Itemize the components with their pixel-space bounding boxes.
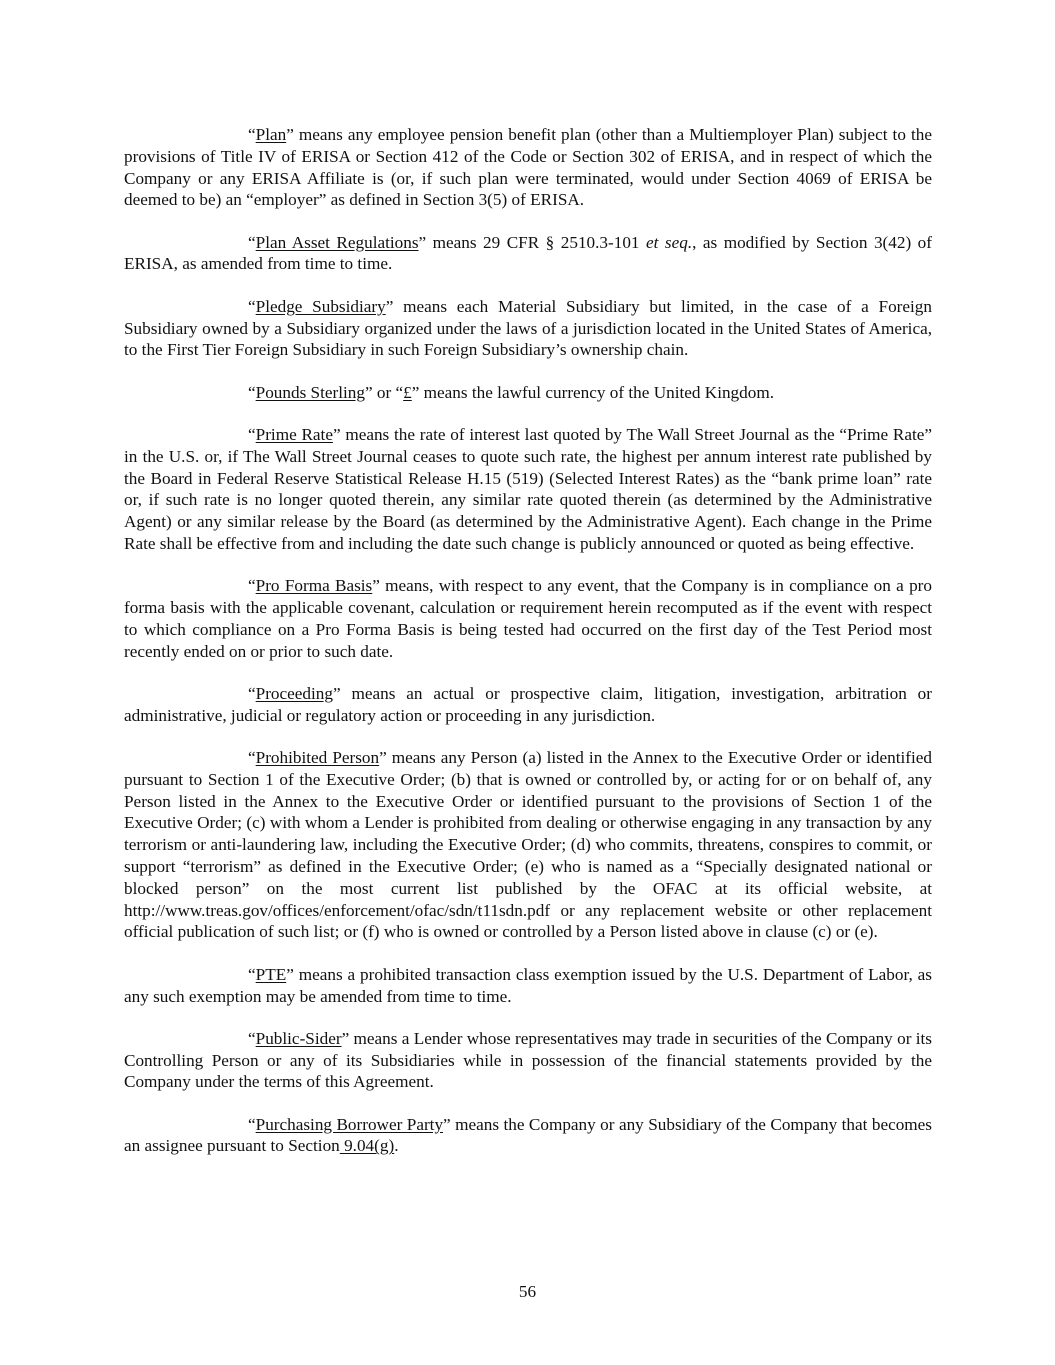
definition-prohibited-person: “Prohibited Person” means any Person (a) listed in the Annex to the Executive Order or identified pursuant to Section 1 of the Executive Order; (b) that is owned or controlled by, or acting for or on behalf of, any Person listed in the Annex to the Executive Order or identified pursuant to the provisions of Section 1 of the Executive Order; (c) with whom a Lender is prohibited from dealing or otherwise engaging in any transaction by any terrorism or anti-laundering law, including the Executive Order; (d) who commits, threatens, conspires to commit, or support “terrorism” as defined in the Executive Order; (e) who is named as a “Specially designated national or blocked person” on the most current list published by the OFAC at its official website, at http://www.treas.gov/offices/enforcement/ofac/sdn/t11sdn.pdf or any replacement website or other replacement official publication of such list; or (f) who is owned or controlled by a Person listed above in clause (c) or (e).	[124, 748, 932, 942]
defined-term-pounds-sterling: Pounds Sterling	[255, 382, 365, 402]
defined-term-pte: PTE	[255, 964, 287, 984]
defined-term-plan-asset-regulations: Plan Asset Regulations	[255, 232, 419, 252]
definition-pro-forma-basis: “Pro Forma Basis” means, with respect to any event, that the Company is in compliance on a pro forma basis with the applicable covenant, calculation or requirement herein recomputed as if the event with respect to which compliance on a Pro Forma Basis is being tested had occurred on the first day of the Test Period most recently ended on or prior to such date.	[124, 576, 932, 661]
definition-plan-asset-regulations: “Plan Asset Regulations” means 29 CFR § 2510.3-101 et seq., as modified by Section 3(42) of ERISA, as amended from time to time.	[124, 232, 932, 274]
italic-et-seq: et seq.	[646, 232, 693, 252]
definition-plan: “Plan” means any employee pension benefit plan (other than a Multiemployer Plan) subject to the provisions of Title IV of ERISA or Section 412 of the Code or Section 302 of ERISA, and in respect of which the Company or any ERISA Affiliate is (or, if such plan were terminated, would under Section 4069 of ERISA be deemed to be) an “employer” as defined in Section 3(5) of ERISA.	[124, 125, 932, 210]
defined-term-pledge-subsidiary: Pledge Subsidiary	[255, 296, 386, 316]
definition-prime-rate: “Prime Rate” means the rate of interest last quoted by The Wall Street Journal as the “Prime Rate” in the U.S. or, if The Wall Street Journal ceases to quote such rate, the highest per annum interest rate published by the Board in Federal Reserve Statistical Release H.15 (519) (Selected Interest Rates) as the “bank prime loan” rate or, if such rate is no longer quoted therein, any similar rate quoted therein (as determined by the Administrative Agent) or any similar release by the Board (as determined by the Administrative Agent). Each change in the Prime Rate shall be effective from and including the date such change is publicly announced or quoted as being effective.	[124, 424, 932, 553]
defined-term-public-sider: Public-Sider	[255, 1028, 342, 1048]
document-page	[124, 124, 932, 1178]
defined-term-prohibited-person: Prohibited Person	[255, 748, 380, 768]
defined-term-plan: Plan	[255, 125, 287, 144]
defined-term-pound-sign: £	[403, 382, 412, 402]
definition-pledge-subsidiary: “Pledge Subsidiary” means each Material Subsidiary but limited, in the case of a Foreign Subsidiary owned by a Subsidiary organized under the laws of a jurisdiction located in the United States of America, to the First Tier Foreign Subsidiary in such Foreign Subsidiary’s ownership chain.	[124, 296, 932, 360]
definition-purchasing-borrower-party: “Purchasing Borrower Party” means the Company or any Subsidiary of the Company that becomes an assignee pursuant to Section 9.04(g).	[124, 1114, 932, 1156]
definition-public-sider: “Public-Sider” means a Lender whose representatives may trade in securities of the Company or its Controlling Person or any of its Subsidiaries while in possession of the financial statements provided by the Company under the terms of this Agreement.	[124, 1028, 932, 1092]
defined-term-purchasing-borrower-party: Purchasing Borrower Party	[255, 1114, 444, 1134]
defined-term-prime-rate: Prime Rate	[255, 424, 333, 444]
definition-proceeding: “Proceeding” means an actual or prospective claim, litigation, investigation, arbitration or administrative, judicial or regulatory action or proceeding in any jurisdiction.	[124, 683, 932, 725]
defined-term-proceeding: Proceeding	[255, 683, 333, 703]
definition-pounds-sterling: “Pounds Sterling” or “£” means the lawful currency of the United Kingdom.	[248, 382, 775, 402]
section-reference-link[interactable]: 9.04(g)	[339, 1136, 395, 1156]
defined-term-pro-forma-basis: Pro Forma Basis	[255, 576, 373, 596]
definition-pte: “PTE” means a prohibited transaction class exemption issued by the U.S. Department of Labor, as any such exemption may be amended from time to time.	[124, 964, 932, 1006]
page-number: 56	[518, 1282, 537, 1301]
